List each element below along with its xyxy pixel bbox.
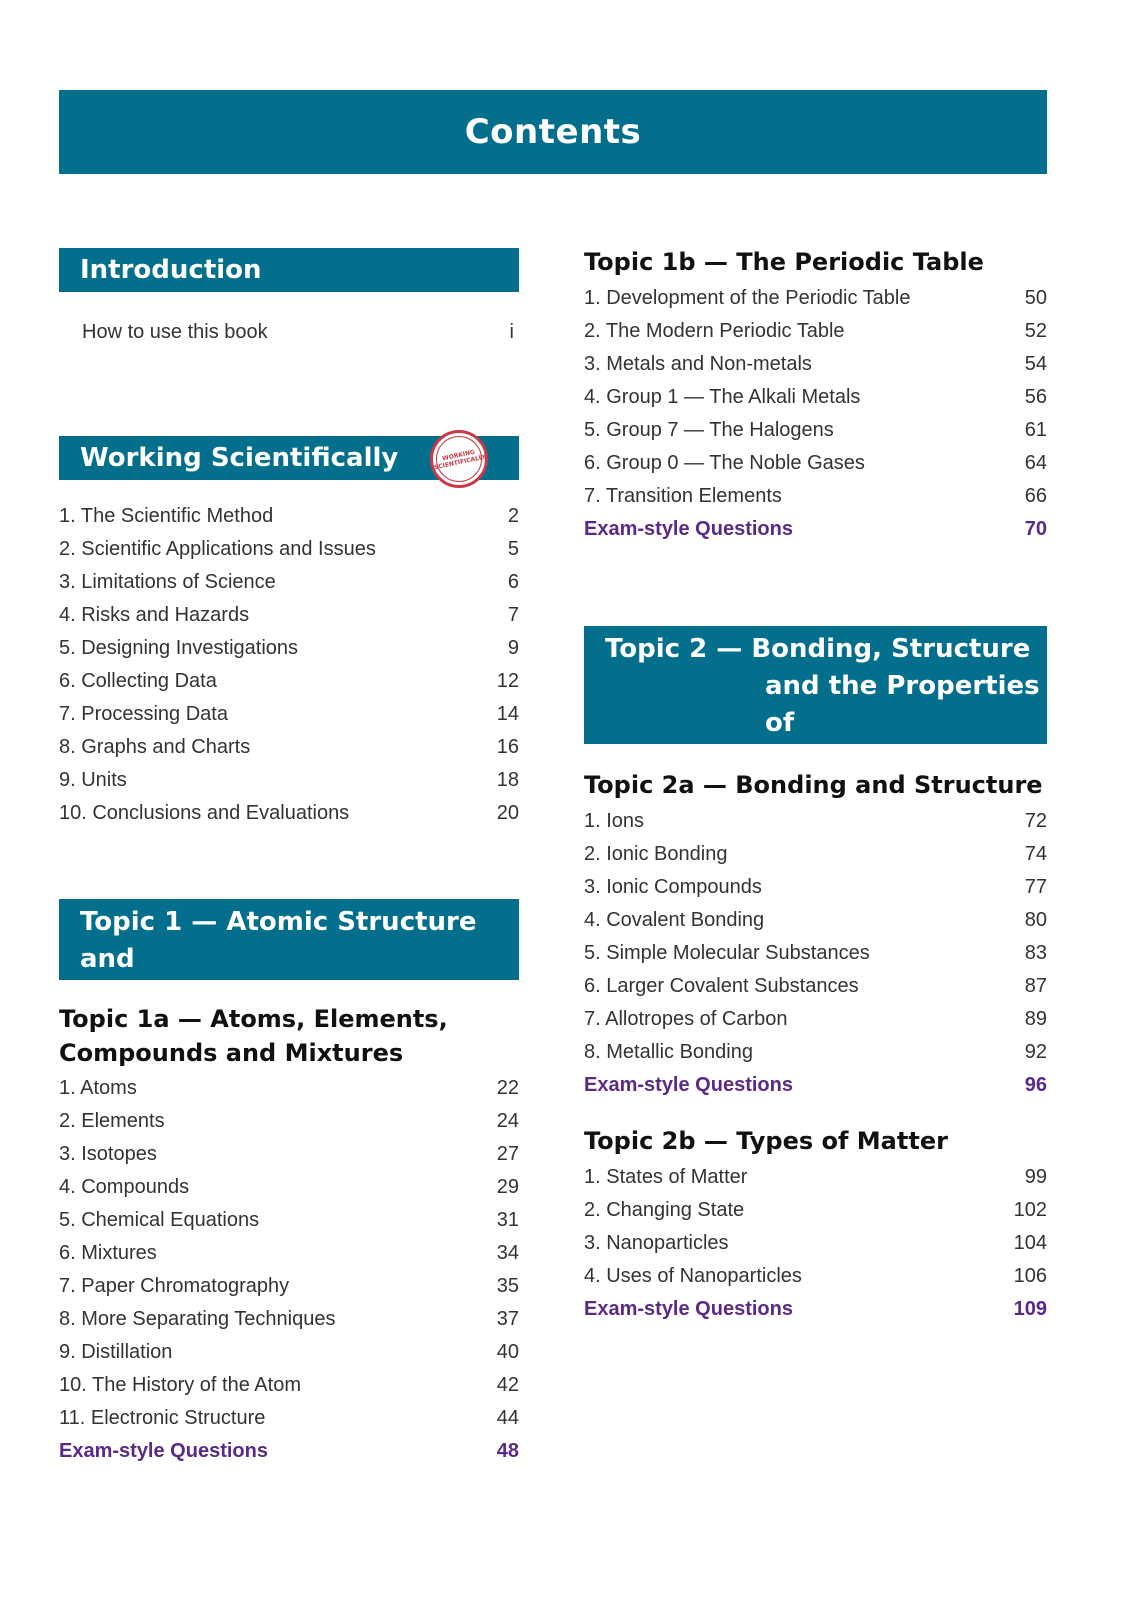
entry-label: 10. Conclusions and Evaluations (59, 802, 350, 824)
entry-label: 5. Group 7 — The Halogens (584, 419, 834, 441)
entry-page: 20 (496, 802, 519, 824)
entry-page: 22 (496, 1077, 519, 1099)
topic1-header (59, 899, 519, 1011)
entry-label: 4. Compounds (59, 1176, 190, 1198)
toc-entry[interactable] (59, 1402, 519, 1435)
entry-page: 87 (1024, 975, 1047, 997)
page-title: Contents (464, 112, 642, 152)
entry-page: 56 (1024, 386, 1047, 408)
entry-page: 44 (496, 1407, 519, 1429)
toc-entry[interactable] (59, 1237, 519, 1270)
entry-label: 7. Allotropes of Carbon (584, 1008, 788, 1030)
entry-label: 1. Atoms (59, 1077, 137, 1099)
entry-page: 29 (496, 1176, 519, 1198)
toc-entry[interactable] (584, 348, 1047, 381)
exam-label: Exam-style Questions (584, 1074, 793, 1096)
toc-entry[interactable] (59, 632, 519, 665)
toc-entry[interactable] (584, 1194, 1047, 1227)
toc-entry[interactable] (82, 316, 514, 349)
toc-entry[interactable] (584, 805, 1047, 838)
entry-page: 18 (496, 769, 519, 791)
toc-entry[interactable] (584, 381, 1047, 414)
working-scientifically-heading: Working Scientifically (80, 443, 399, 473)
working-scientifically-stamp-icon: WORKING SCIENTIFICALLY (430, 430, 488, 488)
toc-entry[interactable] (584, 904, 1047, 937)
entry-label: 6. Larger Covalent Substances (584, 975, 859, 997)
entry-label: 1. Development of the Periodic Table (584, 287, 911, 309)
entry-label: 3. Ionic Compounds (584, 876, 762, 898)
entry-label: 3. Limitations of Science (59, 571, 276, 593)
toc-entry[interactable] (59, 599, 519, 632)
exam-questions-entry[interactable] (584, 513, 1047, 546)
entry-page: 16 (496, 736, 519, 758)
entry-label: 3. Nanoparticles (584, 1232, 729, 1254)
entry-label: 3. Metals and Non-metals (584, 353, 812, 375)
entry-page: 37 (496, 1308, 519, 1330)
entry-page: 66 (1024, 485, 1047, 507)
toc-entry[interactable] (584, 1260, 1047, 1293)
toc-entry[interactable] (59, 1303, 519, 1336)
topic1-heading-line2: the Periodic Table (210, 981, 473, 1011)
toc-entry[interactable] (584, 1036, 1047, 1069)
introduction-header (59, 248, 519, 292)
entry-page: 27 (496, 1143, 519, 1165)
entry-label: 9. Units (59, 769, 127, 791)
entry-label: 8. Metallic Bonding (584, 1041, 753, 1063)
toc-entry[interactable] (584, 1003, 1047, 1036)
toc-entry[interactable] (584, 937, 1047, 970)
entry-page: 104 (1013, 1232, 1047, 1254)
entry-page: 74 (1024, 843, 1047, 865)
introduction-heading: Introduction (80, 255, 262, 285)
topic2-header (584, 626, 1047, 775)
exam-page: 96 (1024, 1074, 1047, 1096)
toc-entry[interactable] (59, 1369, 519, 1402)
exam-label: Exam-style Questions (59, 1440, 268, 1462)
entry-label: 2. Elements (59, 1110, 165, 1132)
entry-page: 9 (507, 637, 519, 659)
toc-entry[interactable] (584, 315, 1047, 348)
entry-label: 3. Isotopes (59, 1143, 157, 1165)
entry-label: 7. Processing Data (59, 703, 228, 725)
topic2-heading-line2: and the Properties of (765, 671, 1040, 738)
entry-label: 1. States of Matter (584, 1166, 748, 1188)
toc-entry[interactable] (59, 500, 519, 533)
entry-page: 52 (1024, 320, 1047, 342)
toc-entry[interactable] (584, 970, 1047, 1003)
topic2-heading-line3: Matter (765, 745, 864, 775)
entry-label: 1. The Scientific Method (59, 505, 274, 527)
entry-label: 6. Mixtures (59, 1242, 157, 1264)
entry-page: 61 (1024, 419, 1047, 441)
entry-page: 31 (496, 1209, 519, 1231)
toc-entry[interactable] (59, 533, 519, 566)
topic1b-heading: Topic 1b — The Periodic Table (584, 248, 984, 276)
entry-page: 42 (496, 1374, 519, 1396)
toc-entry[interactable] (584, 838, 1047, 871)
toc-entry[interactable] (584, 871, 1047, 904)
toc-entry[interactable] (59, 1204, 519, 1237)
entry-label: 5. Designing Investigations (59, 637, 299, 659)
entry-label: 5. Chemical Equations (59, 1209, 260, 1231)
entry-label: 2. Scientific Applications and Issues (59, 538, 376, 560)
entry-page: 5 (507, 538, 519, 560)
entry-page: 77 (1024, 876, 1047, 898)
toc-entry[interactable] (59, 1105, 519, 1138)
entry-page: 106 (1013, 1265, 1047, 1287)
entry-page: 12 (496, 670, 519, 692)
topic2b-heading: Topic 2b — Types of Matter (584, 1127, 948, 1155)
entry-page: i (509, 321, 514, 343)
entry-page: 24 (496, 1110, 519, 1132)
entry-label: 2. Changing State (584, 1199, 745, 1221)
entry-label: 1. Ions (584, 810, 645, 832)
entry-page: 99 (1024, 1166, 1047, 1188)
toc-entry[interactable] (59, 698, 519, 731)
entry-page: 89 (1024, 1008, 1047, 1030)
entry-page: 83 (1024, 942, 1047, 964)
entry-page: 7 (507, 604, 519, 626)
exam-label: Exam-style Questions (584, 1298, 793, 1320)
exam-page: 109 (1013, 1298, 1047, 1320)
entry-label: 5. Simple Molecular Substances (584, 942, 870, 964)
entry-label: 4. Risks and Hazards (59, 604, 250, 626)
entry-label: 7. Transition Elements (584, 485, 782, 507)
topic1a-heading: Topic 1a — Atoms, Elements, Compounds and Mixtures (59, 1005, 448, 1067)
entry-page: 35 (496, 1275, 519, 1297)
entry-label: 11. Electronic Structure (59, 1407, 266, 1429)
entry-label: 9. Distillation (59, 1341, 173, 1363)
toc-entry[interactable] (59, 665, 519, 698)
entry-page: 64 (1024, 452, 1047, 474)
exam-questions-entry[interactable] (584, 1293, 1047, 1326)
entry-label: 6. Collecting Data (59, 670, 217, 692)
exam-label: Exam-style Questions (584, 518, 793, 540)
toc-entry[interactable] (59, 1072, 519, 1105)
entry-label: 2. The Modern Periodic Table (584, 320, 845, 342)
entry-label: 8. Graphs and Charts (59, 736, 251, 758)
topic1-heading-line1: Topic 1 — Atomic Structure and (80, 907, 477, 974)
entry-label: 4. Covalent Bonding (584, 909, 765, 931)
entry-label: 4. Uses of Nanoparticles (584, 1265, 802, 1287)
toc-entry[interactable] (59, 566, 519, 599)
entry-page: 14 (496, 703, 519, 725)
entry-label: 4. Group 1 — The Alkali Metals (584, 386, 861, 408)
entry-label: 7. Paper Chromatography (59, 1275, 290, 1297)
toc-entry[interactable] (59, 764, 519, 797)
toc-entry[interactable] (584, 480, 1047, 513)
toc-entry[interactable] (59, 1171, 519, 1204)
toc-entry[interactable] (584, 1161, 1047, 1194)
entry-label: 6. Group 0 — The Noble Gases (584, 452, 865, 474)
entry-label: How to use this book (82, 321, 268, 343)
entry-label: 8. More Separating Techniques (59, 1308, 336, 1330)
toc-entry[interactable] (584, 414, 1047, 447)
topic2a-heading: Topic 2a — Bonding and Structure (584, 771, 1043, 799)
contents-title-banner (59, 90, 1047, 174)
entry-page: 72 (1024, 810, 1047, 832)
exam-questions-entry[interactable] (59, 1435, 519, 1468)
exam-page: 48 (496, 1440, 519, 1462)
exam-questions-entry[interactable] (584, 1069, 1047, 1102)
toc-entry[interactable] (584, 282, 1047, 315)
entry-page: 92 (1024, 1041, 1047, 1063)
entry-page: 102 (1013, 1199, 1047, 1221)
toc-entry[interactable] (59, 1138, 519, 1171)
toc-entry[interactable] (59, 797, 519, 830)
exam-page: 70 (1024, 518, 1047, 540)
toc-entry[interactable] (59, 1336, 519, 1369)
entry-page: 40 (496, 1341, 519, 1363)
topic2-heading-line1: Topic 2 — Bonding, Structure (605, 634, 1031, 664)
entry-page: 54 (1024, 353, 1047, 375)
toc-entry[interactable] (584, 1227, 1047, 1260)
entry-page: 2 (507, 505, 519, 527)
entry-page: 50 (1024, 287, 1047, 309)
toc-entry[interactable] (584, 447, 1047, 480)
toc-entry[interactable] (59, 731, 519, 764)
toc-entry[interactable] (59, 1270, 519, 1303)
entry-page: 80 (1024, 909, 1047, 931)
entry-label: 2. Ionic Bonding (584, 843, 728, 865)
entry-page: 34 (496, 1242, 519, 1264)
entry-page: 6 (507, 571, 519, 593)
entry-label: 10. The History of the Atom (59, 1374, 301, 1396)
